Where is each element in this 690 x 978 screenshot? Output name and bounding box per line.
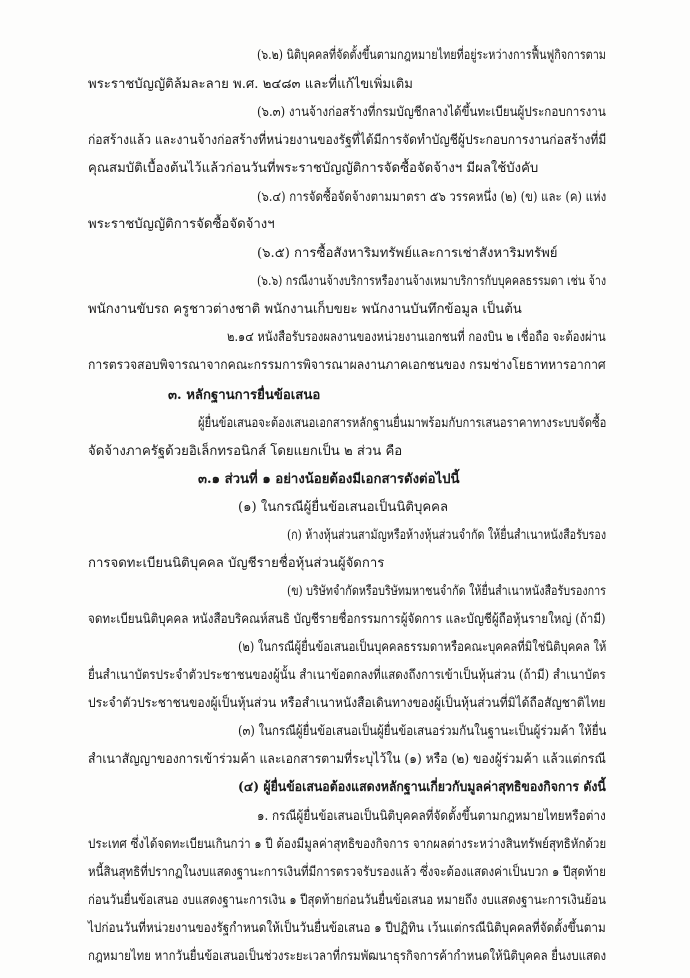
text-line: (ข) บริษัทจำกัดหรือบริษัทมหาชนจำกัด ให้ยื่นสำเนาหนังสือรับรองการ (287, 584, 606, 599)
text-line: การจดทะเบียนนิติบุคคล บัญชีรายชื่อหุ้นส่วนผู้จัดการ (88, 556, 385, 571)
text-line: (๖.๓) งานจ้างก่อสร้างที่กรมบัญชีกลางได้ขึ้นทะเบียนผู้ประกอบการงาน (257, 105, 606, 120)
text-line: ประเทศ ซึ่งได้จดทะเบียนเกินกว่า ๑ ปี ต้องมีมูลค่าสุทธิของกิจการ จากผลต่างระหว่างสินทรัพย์สุทธิหักด้วย (88, 837, 607, 852)
text-line: ๑. กรณีผู้ยื่นข้อเสนอเป็นนิติบุคคลที่จัดตั้งขึ้นตามกฎหมายไทยหรือต่าง (257, 809, 606, 824)
text-line: (๔) ผู้ยื่นข้อเสนอต้องแสดงหลักฐานเกี่ยวกับมูลค่าสุทธิของกิจการ ดังนี้ (238, 780, 606, 795)
text-line: (๖.๒) นิติบุคคลที่จัดตั้งขึ้นตามกฎหมายไทยที่อยู่ระหว่างการฟื้นฟูกิจการตาม (257, 48, 606, 63)
text-line: ก่อสร้างแล้ว และงานจ้างก่อสร้างที่หน่วยงานของรัฐที่ได้มีการจัดทำบัญชีผู้ประกอบการงานก่อสร้างที่มี (88, 133, 607, 148)
text-line: (๒) ในกรณีผู้ยื่นข้อเสนอเป็นบุคคลธรรมดาหรือคณะบุคคลที่มิใช่นิติบุคคล ให้ (238, 640, 607, 655)
text-line: พระราชบัญญัติล้มละลาย พ.ศ. ๒๔๘๓ และที่แก้ไขเพิ่มเติม (88, 77, 413, 92)
text-line: การตรวจสอบพิจารณาจากคณะกรรมการพิจารณาผลงานภาคเอกชนของ กรมช่างโยธาทหารอากาศ (88, 358, 606, 373)
text-line: สำเนาสัญญาของการเข้าร่วมค้า และเอกสารตามที่ระบุไว้ใน (๑) หรือ (๒) ของผู้ร่วมค้า แล้วแต่กรณี (88, 752, 606, 767)
text-line: ก่อนวันยื่นข้อเสนอ งบแสดงฐานะการเงิน ๑ ปีสุดท้ายก่อนวันยื่นข้อเสนอ หมายถึง งบแสดงฐานะการเงินย้อน (88, 893, 606, 908)
text-line: (๓) ในกรณีผู้ยื่นข้อเสนอเป็นผู้ยื่นข้อเสนอร่วมกันในฐานะเป็นผู้ร่วมค้า ให้ยื่น (238, 724, 607, 739)
text-line: หนี้สินสุทธิที่ปรากฏในงบแสดงฐานะการเงินที่มีการตรวจรับรองแล้ว ซึ่งจะต้องแสดงค่าเป็นบวก ๑ ปีสุดท้าย (88, 865, 606, 880)
text-line: (๖.๔) การจัดซื้อจัดจ้างตามมาตรา ๕๖ วรรคหนึ่ง (๒) (ข) และ (ค) แห่ง (257, 190, 607, 205)
text-line: ผู้ยื่นข้อเสนอจะต้องเสนอเอกสารหลักฐานยื่นมาพร้อมกับการเสนอราคาทางระบบจัดซื้อ (198, 416, 607, 431)
text-line: ยื่นสำเนาบัตรประจำตัวประชาชนของผู้นั้น สำเนาข้อตกลงที่แสดงถึงการเข้าเป็นหุ้นส่วน (ถ้ามี) สำเนาบัตร (88, 668, 606, 683)
text-line: คุณสมบัติเบื้องต้นไว้แล้วก่อนวันที่พระราชบัญญัติการจัดซื้อจัดจ้างฯ มีผลใช้บังคับ (88, 161, 539, 176)
text-line: จดทะเบียนนิติบุคคล หนังสือบริคณห์สนธิ บัญชีรายชื่อกรรมการผู้จัดการ และบัญชีผู้ถือหุ้นรายใหญ่ (ถ้ามี) (88, 612, 606, 627)
text-line: พนักงานขับรถ ครูชาวต่างชาติ พนักงานเก็บขยะ พนักงานบันทึกข้อมูล เป็นต้น (88, 302, 522, 317)
text-line: (๖.๕) การซื้อสังหาริมทรัพย์และการเช่าสังหาริมทรัพย์ (257, 246, 558, 261)
section-heading: ๓. หลักฐานการยื่นข้อเสนอ (168, 388, 321, 403)
text-line: (๖.๖) กรณีงานจ้างบริการหรืองานจ้างเหมาบริการกับบุคคลธรรมดา เช่น จ้าง (257, 274, 607, 289)
text-line: (๑) ในกรณีผู้ยื่นข้อเสนอเป็นนิติบุคคล (238, 500, 449, 515)
text-line: พระราชบัญญัติการจัดซื้อจัดจ้างฯ (88, 217, 275, 232)
text-line: ประจำตัวประชาชนของผู้เป็นหุ้นส่วน หรือสำเนาหนังสือเดินทางของผู้เป็นหุ้นส่วนที่มิได้ถือสัญชาติไทย (88, 696, 606, 711)
text-line: กฎหมายไทย หากวันยื่นข้อเสนอเป็นช่วงระยะเวลาที่กรมพัฒนาธุรกิจการค้ากำหนดให้นิติบุคคล ยื่นงบแสดง (88, 949, 607, 964)
text-line: จัดจ้างภาครัฐด้วยอิเล็กทรอนิกส์ โดยแยกเป็น ๒ ส่วน คือ (88, 444, 403, 459)
text-line: ไปก่อนวันที่หน่วยงานของรัฐกำหนดให้เป็นวันยื่นข้อเสนอ ๑ ปีปฏิทิน เว้นแต่กรณีนิติบุคคลที่จัดตั้งขึ้นตาม (88, 921, 606, 936)
text-line: (ก) ห้างหุ้นส่วนสามัญหรือห้างหุ้นส่วนจำกัด ให้ยื่นสำเนาหนังสือรับรอง (287, 528, 607, 543)
subsection-heading: ๓.๑ ส่วนที่ ๑ อย่างน้อยต้องมีเอกสารดังต่อไปนี้ (198, 472, 460, 487)
text-line: ๒.๑๔ หนังสือรับรองผลงานของหน่วยงานเอกชนที่ กองบิน ๒ เชื่อถือ จะต้องผ่าน (227, 330, 606, 345)
